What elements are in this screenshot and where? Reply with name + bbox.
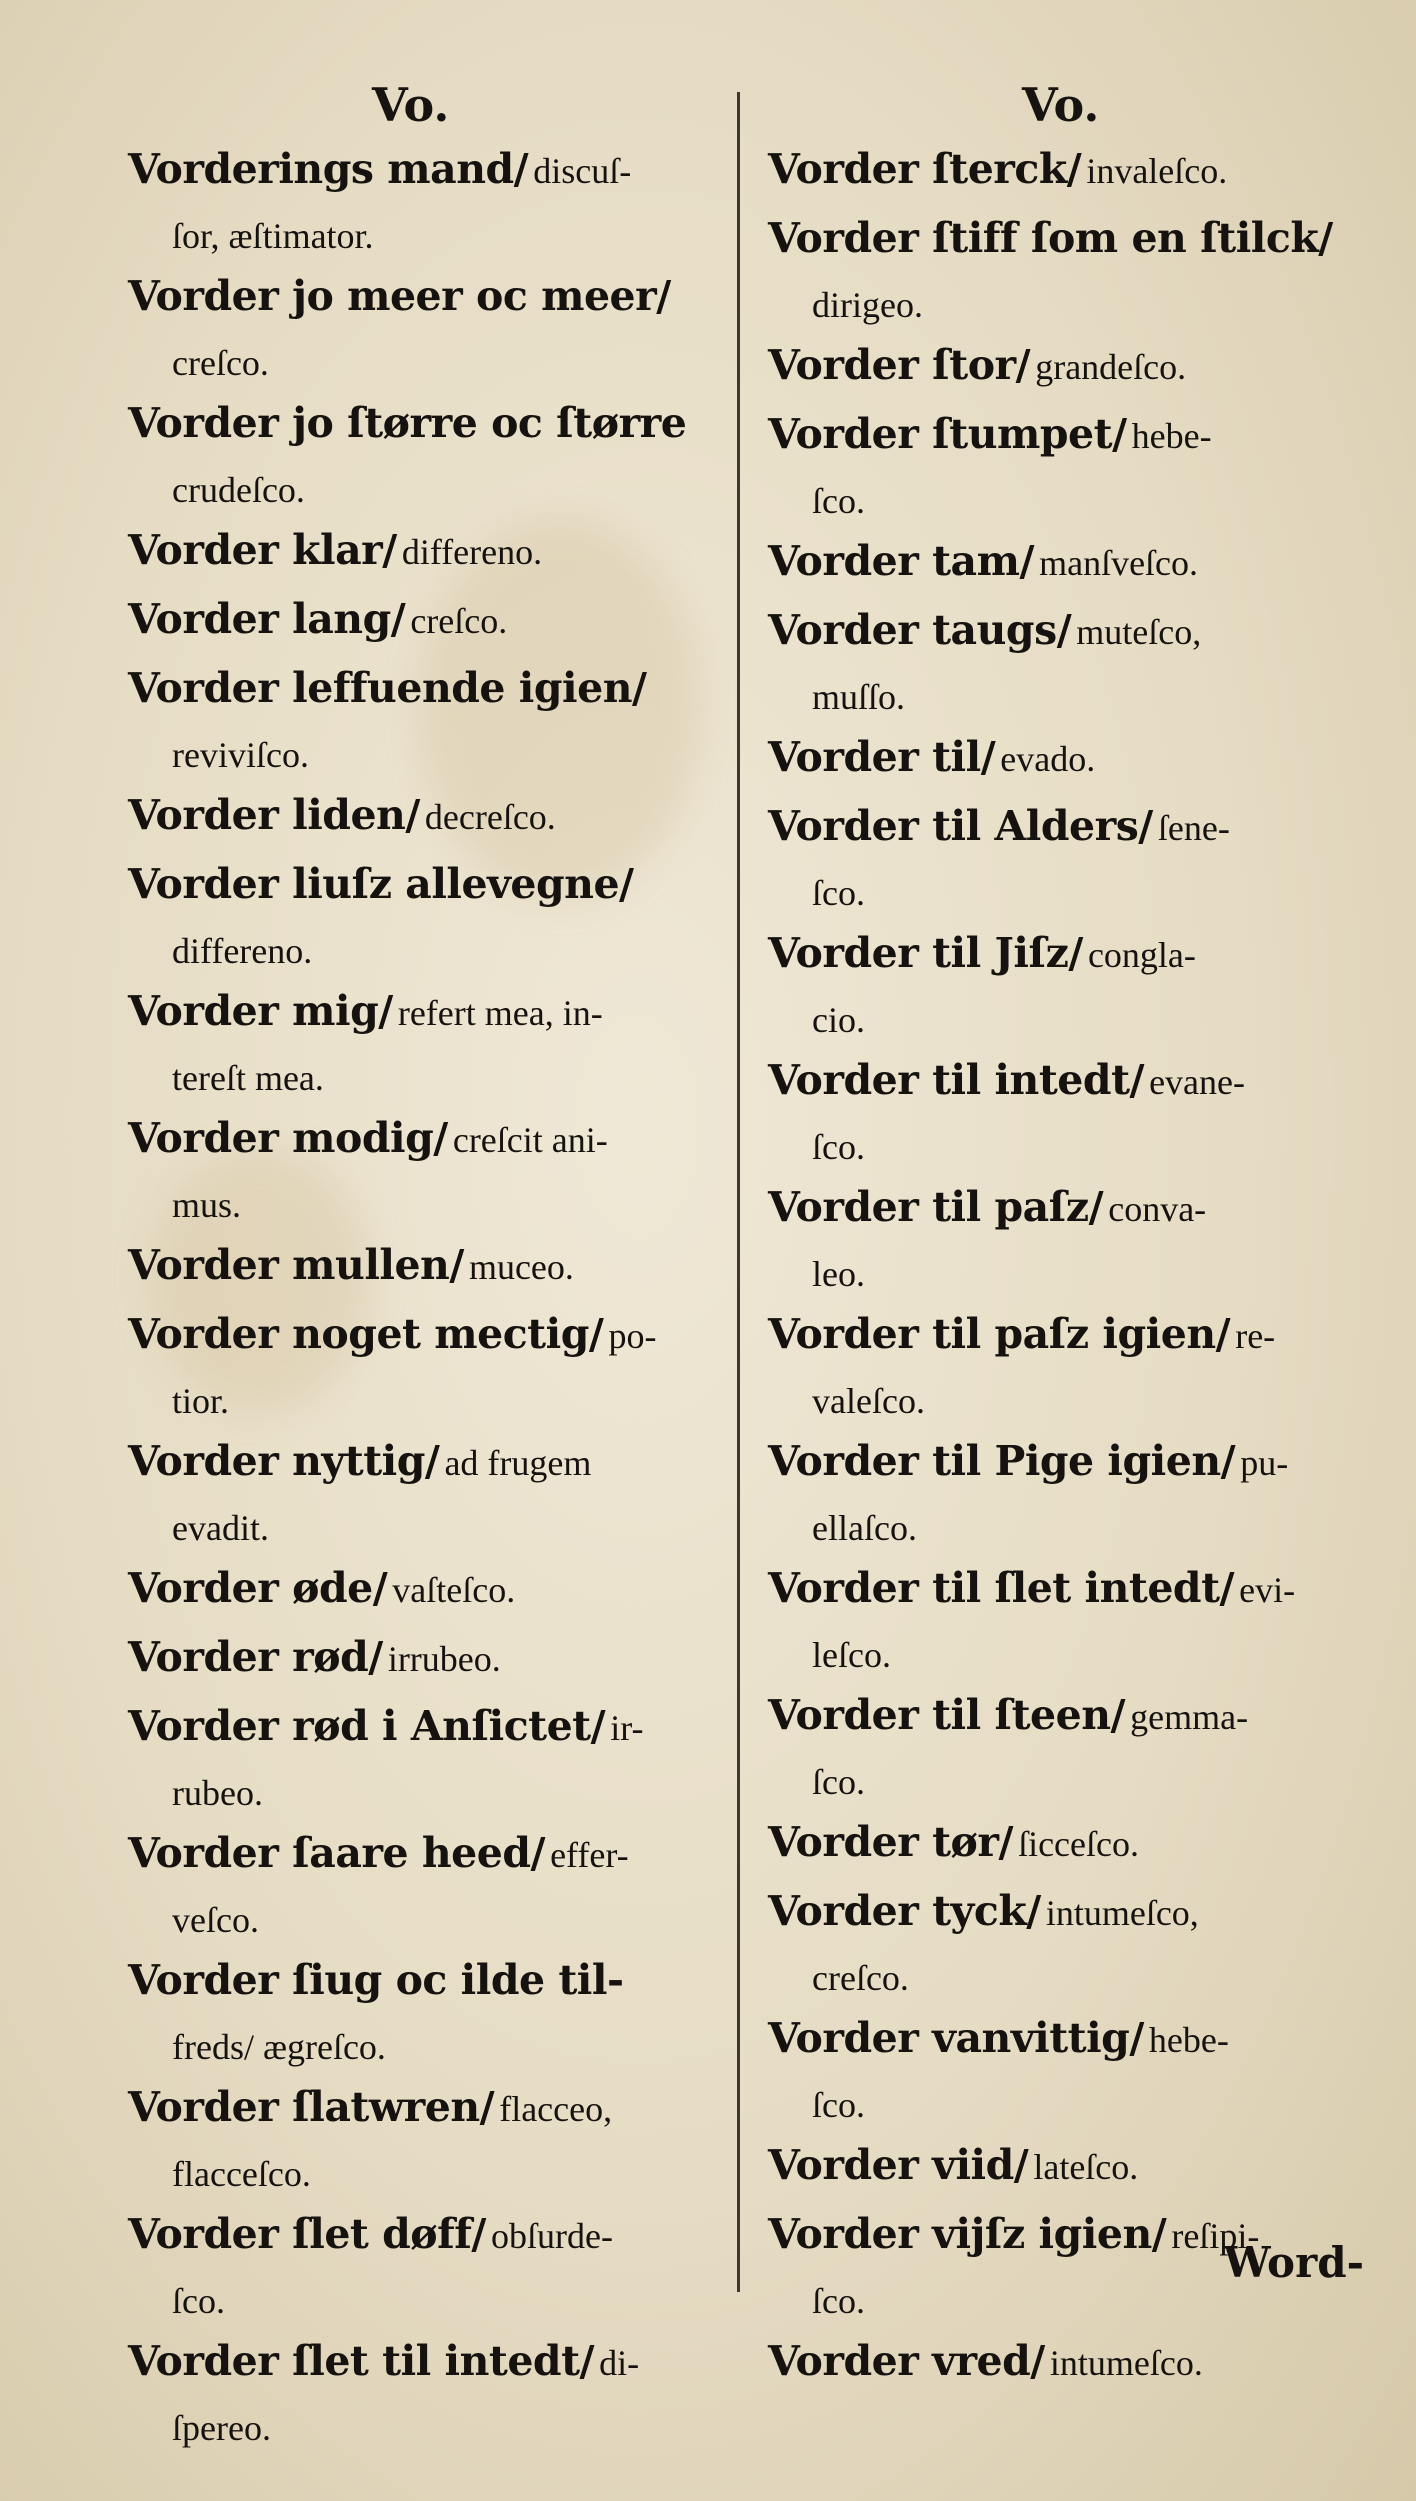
dictionary-entry xyxy=(768,336,1380,403)
entry-headword: Vorder liuſz allevegne/ xyxy=(128,860,634,908)
dictionary-entry xyxy=(768,2009,1380,2134)
entry-headword: Vorder øde/ xyxy=(128,1564,388,1612)
entry-continuation: creſco. xyxy=(812,1958,909,1998)
entry-headword: Vorder rød i Anſictet/ xyxy=(128,1702,606,1750)
entry-headword: Vorder ſtumpet/ xyxy=(768,410,1127,458)
dictionary-entry xyxy=(128,786,740,853)
dictionary-entry xyxy=(768,601,1380,726)
entry-latin: po- xyxy=(608,1316,657,1356)
dictionary-entry xyxy=(768,1686,1380,1811)
entry-headword: Vorder vijſz igien/ xyxy=(768,2210,1167,2258)
dictionary-entry xyxy=(128,1824,740,1949)
entry-headword: Vorder klar/ xyxy=(128,526,397,574)
entry-latin: discuſ- xyxy=(533,151,632,191)
dictionary-entry xyxy=(128,2332,740,2457)
entry-latin: effer- xyxy=(550,1835,629,1875)
entry-headword: Vorder tyck/ xyxy=(768,1887,1041,1935)
entry-headword: Vorder til Pige igien/ xyxy=(768,1437,1236,1485)
entry-headword: Vorder ſlet døff/ xyxy=(128,2210,486,2258)
entry-latin: di- xyxy=(599,2343,640,2383)
entry-latin: ir- xyxy=(610,1708,644,1748)
entry-headword: Vorder liden/ xyxy=(128,791,420,839)
entry-continuation: freds/ ægreſco. xyxy=(172,2027,386,2067)
entry-continuation: crudeſco. xyxy=(172,470,305,510)
entry-headword: Vorder til ſteen/ xyxy=(768,1691,1126,1739)
entry-headword: Vorder mullen/ xyxy=(128,1241,464,1289)
dictionary-entry xyxy=(128,982,740,1107)
dictionary-entry xyxy=(768,797,1380,922)
entry-latin: muceo. xyxy=(468,1247,574,1287)
entry-headword: Vorder ſaare heed/ xyxy=(128,1829,545,1877)
entry-continuation: valeſco. xyxy=(812,1381,925,1421)
entry-headword: Vorder til Jiſz/ xyxy=(768,929,1083,977)
entry-headword: Vorder viid/ xyxy=(768,2141,1029,2189)
dictionary-entry xyxy=(128,590,740,657)
entry-continuation: tior. xyxy=(172,1381,230,1421)
dictionary-entry xyxy=(128,1628,740,1695)
dictionary-entry xyxy=(768,1813,1380,1880)
dictionary-entry xyxy=(768,532,1380,599)
entry-continuation: leſco. xyxy=(812,1635,891,1675)
catchword: Word- xyxy=(1223,2238,1364,2287)
entry-headword: Vorder ſlet til intedt/ xyxy=(128,2337,594,2385)
entry-headword: Vorder ſtor/ xyxy=(768,341,1031,389)
entry-continuation: dirigeo. xyxy=(812,285,923,325)
dictionary-entry xyxy=(768,2332,1380,2399)
dictionary-entry xyxy=(768,2136,1380,2203)
dictionary-entry xyxy=(128,1432,740,1557)
dictionary-entry xyxy=(128,2205,740,2330)
entry-latin: ſicceſco. xyxy=(1018,1824,1139,1864)
entry-continuation: ſco. xyxy=(172,2281,225,2321)
entry-headword: Vorder ſiug oc ilde til- xyxy=(128,1956,624,2004)
entry-headword: Vorder jo ſtørre oc ſtørre xyxy=(128,399,687,447)
dictionary-entry xyxy=(128,1697,740,1822)
entry-continuation: cio. xyxy=(812,1000,865,1040)
entry-latin: flacceo, xyxy=(499,2089,613,2129)
entry-continuation: ſco. xyxy=(812,1127,865,1167)
left-column xyxy=(128,140,740,2459)
entry-headword: Vorder jo meer oc meer/ xyxy=(128,272,671,320)
entry-latin: hebe- xyxy=(1131,416,1212,456)
entry-continuation: ſco. xyxy=(812,1762,865,1802)
dictionary-entry xyxy=(128,394,740,519)
entry-headword: Vorder til Alders/ xyxy=(768,802,1153,850)
entry-latin: lateſco. xyxy=(1033,2147,1139,2187)
right-column xyxy=(768,140,1380,2401)
entry-latin: irrubeo. xyxy=(387,1639,501,1679)
entry-headword: Vorder vred/ xyxy=(768,2337,1045,2385)
entry-latin: ad frugem xyxy=(444,1443,592,1483)
entry-headword: Vorder til intedt/ xyxy=(768,1056,1144,1104)
entry-continuation: creſco. xyxy=(172,343,269,383)
entry-latin: intumeſco. xyxy=(1049,2343,1203,2383)
entry-headword: Vorderings mand/ xyxy=(128,145,529,193)
entry-continuation: ſco. xyxy=(812,2085,865,2125)
dictionary-entry xyxy=(128,1305,740,1430)
dictionary-entry xyxy=(768,924,1380,1049)
entry-latin: grandeſco. xyxy=(1035,347,1187,387)
entry-continuation: reviviſco. xyxy=(172,735,309,775)
entry-headword: Vorder ſtiff ſom en ſtilck/ xyxy=(768,214,1333,262)
dictionary-entry xyxy=(128,1559,740,1626)
dictionary-entry xyxy=(768,1432,1380,1557)
entry-headword: Vorder vanvittig/ xyxy=(768,2014,1144,2062)
dictionary-entry xyxy=(768,1178,1380,1303)
entry-headword: Vorder til paſz igien/ xyxy=(768,1310,1231,1358)
entry-headword: Vorder mig/ xyxy=(128,987,393,1035)
dictionary-entry xyxy=(128,855,740,980)
entry-latin: evane- xyxy=(1149,1062,1246,1102)
entry-continuation: muſſo. xyxy=(812,677,906,717)
dictionary-entry xyxy=(768,140,1380,207)
dictionary-entry xyxy=(768,209,1380,334)
entry-latin: vaſteſco. xyxy=(392,1570,516,1610)
entry-latin: evi- xyxy=(1239,1570,1296,1610)
dictionary-entry xyxy=(768,1305,1380,1430)
entry-latin: creſco. xyxy=(410,601,508,641)
running-head-left: Vo. xyxy=(372,78,450,132)
entry-headword: Vorder tør/ xyxy=(768,1818,1013,1866)
dictionary-entry xyxy=(128,2078,740,2203)
dictionary-entry xyxy=(128,521,740,588)
dictionary-entry xyxy=(768,1882,1380,2007)
entry-continuation: tereſt mea. xyxy=(172,1058,324,1098)
entry-headword: Vorder ſterck/ xyxy=(768,145,1082,193)
entry-continuation: veſco. xyxy=(172,1900,259,1940)
entry-latin: congla- xyxy=(1087,935,1196,975)
entry-continuation: leo. xyxy=(812,1254,865,1294)
entry-latin: intumeſco, xyxy=(1045,1893,1199,1933)
dictionary-entry xyxy=(768,405,1380,530)
entry-continuation: flacceſco. xyxy=(172,2154,311,2194)
entry-latin: re- xyxy=(1235,1316,1276,1356)
entry-latin: obſurde- xyxy=(491,2216,613,2256)
entry-latin: reſipi- xyxy=(1171,2216,1260,2256)
entry-headword: Vorder til ſlet intedt/ xyxy=(768,1564,1234,1612)
entry-headword: Vorder modig/ xyxy=(128,1114,448,1162)
entry-continuation: mus. xyxy=(172,1185,242,1225)
entry-latin: manſveſco. xyxy=(1039,543,1199,583)
entry-headword: Vorder taugs/ xyxy=(768,606,1072,654)
entry-continuation: ſco. xyxy=(812,873,865,913)
entry-headword: Vorder noget mectig/ xyxy=(128,1310,604,1358)
entry-latin: invaleſco. xyxy=(1086,151,1228,191)
entry-headword: Vorder leffuende igien/ xyxy=(128,664,647,712)
entry-headword: Vorder nyttig/ xyxy=(128,1437,440,1485)
entry-headword: Vorder ſlatwren/ xyxy=(128,2083,495,2131)
dictionary-entry xyxy=(768,1559,1380,1684)
entry-headword: Vorder til/ xyxy=(768,733,996,781)
entry-latin: conva- xyxy=(1108,1189,1207,1229)
dictionary-entry xyxy=(128,1109,740,1234)
entry-latin: ſene- xyxy=(1157,808,1230,848)
entry-latin: evado. xyxy=(1000,739,1096,779)
entry-latin: muteſco, xyxy=(1076,612,1202,652)
entry-continuation: differeno. xyxy=(172,931,313,971)
dictionary-entry xyxy=(128,1951,740,2076)
dictionary-entry xyxy=(128,659,740,784)
entry-latin: gemma- xyxy=(1130,1697,1249,1737)
entry-continuation: ſor, æſtimator. xyxy=(172,216,374,256)
dictionary-entry xyxy=(768,1051,1380,1176)
dictionary-entry xyxy=(768,728,1380,795)
entry-latin: creſcit ani- xyxy=(452,1120,608,1160)
entry-headword: Vorder tam/ xyxy=(768,537,1034,585)
entry-continuation: ſco. xyxy=(812,481,865,521)
entry-continuation: evadit. xyxy=(172,1508,269,1548)
dictionary-entry xyxy=(128,267,740,392)
entry-latin: decreſco. xyxy=(424,797,556,837)
entry-continuation: ſpereo. xyxy=(172,2408,271,2448)
running-head-right: Vo. xyxy=(1022,78,1100,132)
entry-headword: Vorder rød/ xyxy=(128,1633,383,1681)
dictionary-entry xyxy=(128,140,740,265)
entry-continuation: ellaſco. xyxy=(812,1508,917,1548)
entry-latin: differeno. xyxy=(401,532,543,572)
entry-latin: hebe- xyxy=(1148,2020,1229,2060)
dictionary-entry xyxy=(128,1236,740,1303)
entry-latin: refert mea, in- xyxy=(397,993,603,1033)
entry-latin: pu- xyxy=(1240,1443,1289,1483)
entry-continuation: rubeo. xyxy=(172,1773,263,1813)
entry-continuation: ſco. xyxy=(812,2281,865,2321)
entry-headword: Vorder til paſz/ xyxy=(768,1183,1104,1231)
entry-headword: Vorder lang/ xyxy=(128,595,406,643)
